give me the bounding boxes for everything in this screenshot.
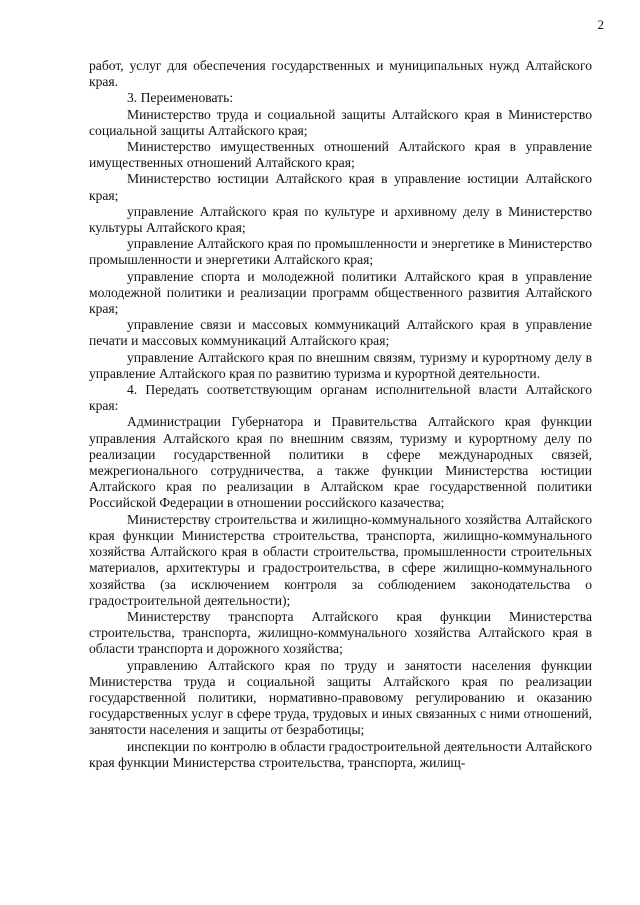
paragraph-transfer-governor-administration: Администрации Губернатора и Правительства Алтайского края функции управления Алтайского края по внешним связям, туризму и курортному делу по реализации государственной политики в сфере международных связей, межрегионального сотрудничества, а также функции Министерства юстиции Алтайского края по реализации в Алтайском крае государственной политики Российской Федерации в отношении российского казачества; xyxy=(89,414,592,511)
paragraph-transfer-construction-ministry: Министерству строительства и жилищно-коммунального хозяйства Алтайского края функции Министерства строительства, транспорта, жилищно-коммунального хозяйства Алтайского края в области строительства, промышленности строительных материалов, архитектуры и градостроительства, в сфере жилищно-коммунального хозяйства (за исключением контроля за соблюдением законодательства о градостроительной деятельности); xyxy=(89,511,592,608)
paragraph-transfer-transport-ministry: Министерству транспорта Алтайского края функции Министерства строительства, транспорта, жилищно-коммунального хозяйства Алтайского края в области транспорта и дорожного хозяйства; xyxy=(89,608,592,657)
paragraph-rename-culture-department: управление Алтайского края по культуре и архивному делу в Министерство культуры Алтайского края; xyxy=(89,203,592,236)
paragraph-rename-communications-department: управление связи и массовых коммуникаций Алтайского края в управление печати и массовых коммуникаций Алтайского края; xyxy=(89,317,592,349)
paragraph-rename-industry-department: управление Алтайского края по промышленности и энергетике в Министерство промышленности и энергетики Алтайского края; xyxy=(89,236,592,268)
paragraph-item-4-heading: 4. Передать соответствующим органам исполнительной власти Алтайского края: xyxy=(89,382,592,414)
paragraph-transfer-labor-department: управлению Алтайского края по труду и занятости населения функции Министерства труда и социальной защиты Алтайского края по реализации государственной политики, нормативно-правовому регулированию и оказанию государственных услуг в сфере труда, трудовых и иных связанных с ними отношений, занятости населения и защиты от безработицы; xyxy=(89,657,592,738)
page-number: 2 xyxy=(597,17,604,32)
paragraph-rename-justice-ministry: Министерство юстиции Алтайского края в управление юстиции Алтайского края; xyxy=(89,171,592,203)
paragraph-item-3-heading: 3. Переименовать: xyxy=(127,90,234,106)
paragraph-procurement-tail: работ, услуг для обеспечения государственных и муниципальных нужд Алтайского края. xyxy=(89,58,592,90)
paragraph-rename-external-relations-department: управление Алтайского края по внешним связям, туризму и курортному делу в управление Алтайского края по развитию туризма и курортной деятельности. xyxy=(89,349,592,381)
paragraph-rename-property-ministry: Министерство имущественных отношений Алтайского края в управление имущественных отношений Алтайского края; xyxy=(89,139,592,171)
paragraph-rename-sport-department: управление спорта и молодежной политики Алтайского края в управление молодежной политики и реализации программ общественного развития Алтайского края; xyxy=(89,268,592,317)
document-body xyxy=(89,58,592,771)
paragraph-rename-labor-ministry: Министерство труда и социальной защиты Алтайского края в Министерство социальной защиты Алтайского края; xyxy=(89,106,592,138)
paragraph-transfer-inspection: инспекции по контролю в области градостроительной деятельности Алтайского края функции Министерства строительства, транспорта, жилищ- xyxy=(89,738,592,770)
